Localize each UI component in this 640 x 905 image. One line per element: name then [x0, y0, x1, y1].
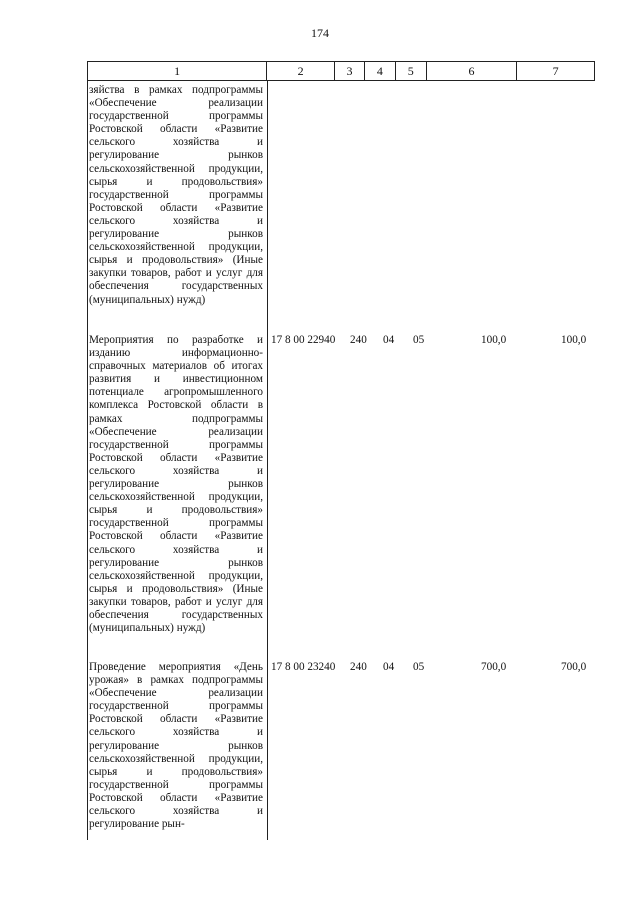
row-3-sum-2: 700,0: [561, 661, 587, 673]
row-3-pr: 05: [413, 661, 425, 673]
row-3-description: Проведение мероприятия «День урожая» в рамках подпрограммы «Обеспечение реализации государственной программы Ростовской области «Развитие сельского хозяйства и регулирование рынков сельскохозяйственной продукции, сырья и продовольствия» государственной программы Ростовской области «Развитие сельского хозяйства и регулирование рын-: [89, 661, 263, 831]
header-col-4: 4: [365, 62, 396, 80]
row-2-sum-2: 100,0: [561, 334, 587, 346]
row-3-sum-1: 700,0: [481, 661, 507, 673]
table-left-border: [87, 80, 88, 840]
header-col-2: 2: [267, 62, 335, 80]
row-2-kvr: 240: [350, 334, 367, 346]
row-3-rz: 04: [383, 661, 395, 673]
row-3-code: 17 8 00 23240: [271, 661, 336, 673]
header-col-7: 7: [552, 64, 559, 78]
column-1-right-border: [267, 80, 268, 840]
header-col-3: 3: [335, 62, 365, 80]
header-col-1: 1: [88, 62, 267, 80]
page-number: 174: [311, 26, 329, 40]
row-3-kvr: 240: [350, 661, 367, 673]
row-2-description: Мероприятия по разработке и изданию информационно-справочных материалов об итогах развития и инвестиционном потенциале агропромышленного комплекса Ростовской области в рамках подпрограммы «Обеспечение реализации государственной программы Ростовской области «Развитие сельского хозяйства и регулирование рынков сельскохозяйственной продукции, сырья и продовольствия» государственной программы Ростовской области «Развитие сельского хозяйства и регулирование рынков сельскохозяйственной продукции, сырья и продовольствия» (Иные закупки товаров, работ и услуг для обеспечения государственных (муниципальных) нужд): [89, 334, 263, 635]
row-2-code: 17 8 00 22940: [271, 334, 336, 346]
row-1-description: зяйства в рамках подпрограммы «Обеспечение реализации государственной программы Ростовской области «Развитие сельского хозяйства и регулирование рынков сельскохозяйственной продукции, сырья и продовольствия» государственной программы Ростовской области «Развитие сельского хозяйства и регулирование рынков сельскохозяйственной продукции, сырья и продовольствия» (Иные закупки товаров, работ и услуг для обеспечения государственных (муниципальных) нужд): [89, 84, 263, 306]
row-2-rz: 04: [383, 334, 395, 346]
header-col-5: 5: [396, 62, 427, 80]
header-col-6: 6: [427, 62, 518, 80]
row-2-pr: 05: [413, 334, 425, 346]
table-header: [87, 61, 595, 81]
row-2-sum-1: 100,0: [481, 334, 507, 346]
